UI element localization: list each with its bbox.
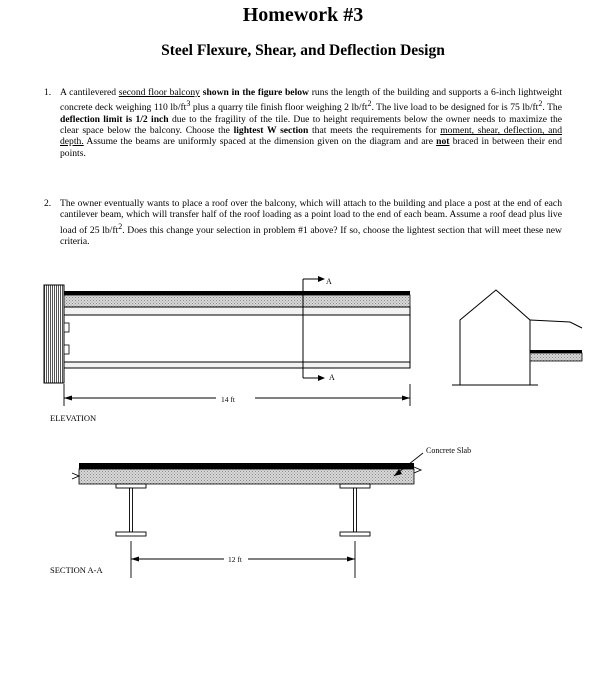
w-beam-left (116, 484, 146, 536)
arrow-icon (64, 396, 72, 401)
problem-1-text: A cantilevered (60, 87, 119, 98)
beam-top-flange (64, 307, 410, 315)
elevation-slab-top (64, 291, 410, 295)
superscript: 2 (538, 99, 543, 109)
section-slab (79, 469, 414, 484)
problem-1-text: braced in between their end points. (60, 136, 562, 159)
page-title: Homework #3 (242, 4, 364, 26)
problem-2-text: The owner eventually wants to place a roof over the balcony, which will attach to the building and place a post at the end of each cantilever beam, which will transfer half of the roof loading as a point load to the end of each beam. Assume a roof dead plus live load of 25 lb/ft (60, 198, 562, 236)
problem-2-text: . Does this change your selection in problem #1 above? If so, choose the lightest section that will meet these new criteria. (60, 224, 562, 248)
roof-extension (530, 320, 582, 328)
problem-1-number: 1. (44, 87, 52, 98)
section-marker-bottom: A (329, 373, 335, 382)
arrow-icon (318, 276, 325, 282)
balcony-slab (530, 353, 582, 361)
section-marker-top: A (326, 277, 332, 286)
connection-tab (64, 345, 69, 354)
deflection-limit: deflection limit is 1/2 inch (60, 113, 169, 125)
superscript: 2 (118, 221, 123, 231)
section-label: SECTION A-A (50, 565, 103, 575)
superscript: 3 (186, 99, 191, 109)
elevation-view (44, 276, 410, 423)
connection-tab (64, 323, 69, 332)
problem-1-text: due to the fragility of the tile. Due to height requirements below the owner needs to maximize the clear space below the balcony. Choose the (60, 113, 562, 137)
not-emphasis: not (436, 136, 450, 148)
section-view (50, 446, 471, 578)
wall-hatch (44, 285, 64, 383)
arrow-icon (402, 396, 410, 401)
building-sketch (452, 290, 582, 385)
arrow-icon (131, 557, 139, 562)
problem-1-text: Assume the beams are uniformly spaced at the dimension given on the diagram and are (83, 136, 437, 148)
w-beam-right (340, 484, 370, 536)
superscript: 2 (367, 99, 372, 109)
section-slab-top (79, 463, 414, 469)
arrow-icon (318, 375, 325, 381)
concrete-slab-label: Concrete Slab (426, 446, 472, 455)
span-dimension-label: 14 ft (221, 395, 235, 404)
spacing-dimension-label: 12 ft (228, 555, 242, 564)
lightest-w-section: lightest W section (233, 125, 309, 137)
problem-1-text: plus a quarry tile finish floor weighing 2 lb/ft (190, 102, 368, 114)
figure-reference: shown in the figure below (199, 87, 309, 98)
problem-1-text: that meets the requirements for (308, 125, 441, 137)
beam-bottom-flange (64, 362, 410, 368)
page-subtitle: Steel Flexure, Shear, and Deflection Design (161, 42, 445, 59)
arrow-icon (347, 557, 355, 562)
balcony-term: second floor balcony (118, 87, 200, 98)
elevation-label: ELEVATION (50, 413, 97, 423)
problem-2-number: 2. (44, 198, 52, 209)
elevation-slab (64, 295, 410, 307)
requirements-list: moment, shear, deflection, and depth. (60, 125, 562, 148)
problem-1-text: . The (542, 102, 562, 114)
balcony-slab-top (530, 350, 582, 353)
building-outline (460, 290, 530, 385)
problem-1-text: runs the length of the building and supports a 6-inch lightweight concrete deck weighing 110 lb/ft (60, 87, 562, 114)
problem-1-text: . The live load to be designed for is 75 lb/ft (371, 102, 539, 114)
